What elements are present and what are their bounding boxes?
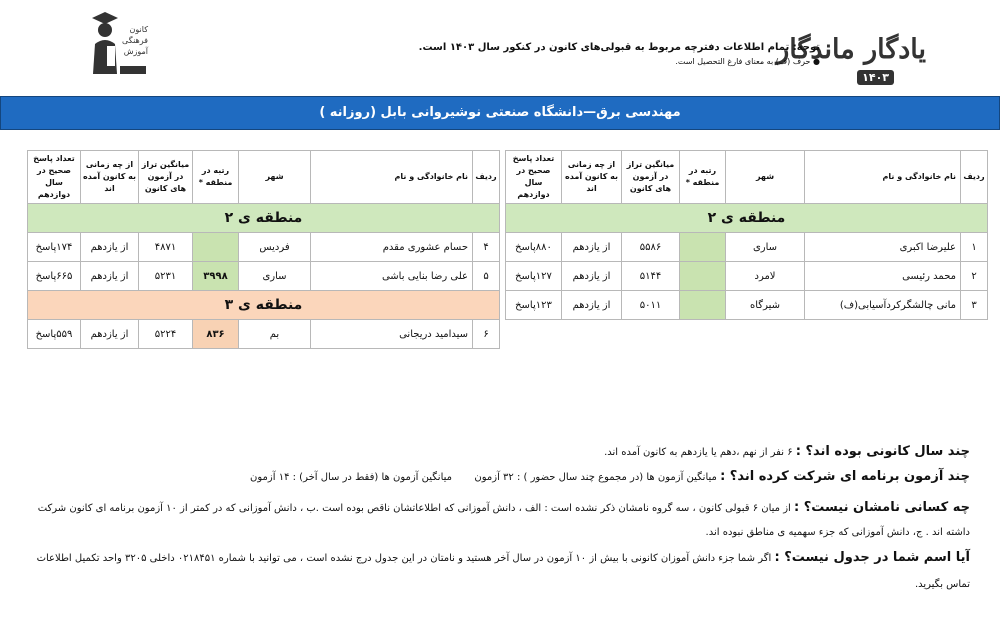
info-years — [30, 443, 970, 462]
notice-subtext: ● حرف (ف) به معنای فارغ التحصیل است. — [675, 57, 820, 66]
col-answers: تعداد پاسخ صحیح در سال دوازدهم — [28, 151, 81, 204]
title-banner — [0, 96, 1000, 130]
table-row — [28, 233, 500, 262]
col-rank: رتبه در منطقه * — [680, 151, 726, 204]
info-exams — [30, 468, 970, 487]
cell-row: ۶ — [473, 320, 500, 349]
cell-row: ۱ — [961, 233, 988, 262]
cell-avg: ۵۲۳۱ — [139, 262, 193, 291]
table-header — [28, 151, 500, 204]
region-row — [28, 204, 500, 233]
kanoon-logo — [90, 6, 148, 74]
cell-rank: ۸۳۶ — [193, 320, 239, 349]
cell-city: فردیس — [239, 233, 311, 262]
col-rank: رتبه در منطقه * — [193, 151, 239, 204]
col-city: شهر — [726, 151, 805, 204]
table-row — [28, 262, 500, 291]
cell-since: از یازدهم — [81, 262, 139, 291]
info-missing — [30, 497, 970, 545]
cell-avg: ۵۰۱۱ — [622, 291, 680, 320]
banner-title: مهندسی برق—دانشگاه صنعتی نوشیروانی بابل (روزانه ) — [319, 105, 681, 120]
cell-rank — [680, 233, 726, 262]
answer-exams-last: میانگین آزمون ها (فقط در سال آخر) : ۱۴ آزمون — [250, 472, 452, 483]
col-city: شهر — [239, 151, 311, 204]
table-row — [506, 262, 988, 291]
region-row — [506, 204, 988, 233]
brand-logo — [776, 34, 932, 90]
question-missing: چه کسانی نامشان نیست؟ : — [794, 500, 970, 515]
table-row — [28, 320, 500, 349]
cell-since: از یازدهم — [81, 233, 139, 262]
cell-row: ۵ — [473, 262, 500, 291]
results-table-left — [27, 150, 500, 349]
cell-row: ۳ — [961, 291, 988, 320]
cell-answers: ۱۲۳پاسخ — [506, 291, 562, 320]
question-contact: آیا اسم شما در جدول نیست؟ : — [774, 550, 970, 565]
table-header — [506, 151, 988, 204]
cell-answers: ۱۷۴پاسخ — [28, 233, 81, 262]
answer-contact: اگر شما جزء دانش آموزان کانونی با بیش از ۱۰ آزمون در سال آخر هستید و نامتان در این جدول درج نشده است ، می توانید با شماره ۰۲۱۸۴۵۱ داخلی ۳۲۰۵ واحد تکمیل اطلاعات تماس بگیرید. — [36, 553, 970, 590]
brand-year: ۱۴۰۳ — [857, 70, 894, 85]
col-name: نام خانوادگی و نام — [311, 151, 473, 204]
region-label: منطقه ی ۲ — [506, 204, 988, 233]
cell-rank — [680, 262, 726, 291]
cell-name: علی رضا بنایی باشی — [311, 262, 473, 291]
col-answers: تعداد پاسخ صحیح در سال دوازدهم — [506, 151, 562, 204]
col-avg: میانگین تراز در آزمون های کانون — [139, 151, 193, 204]
info-contact — [30, 546, 970, 598]
cell-avg: ۴۸۷۱ — [139, 233, 193, 262]
col-since: از چه زمانی به کانون آمده اند — [562, 151, 622, 204]
cell-city: بم — [239, 320, 311, 349]
cell-avg: ۵۲۲۴ — [139, 320, 193, 349]
cell-since: از یازدهم — [562, 233, 622, 262]
cell-city: شیرگاه — [726, 291, 805, 320]
cell-name: علیرضا اکبری — [805, 233, 961, 262]
cell-name: حسام عشوری مقدم — [311, 233, 473, 262]
graduate-icon — [90, 6, 120, 74]
table-row — [506, 291, 988, 320]
cell-name: سیدامید دریجانی — [311, 320, 473, 349]
brand-title: یادگار ماندگار — [776, 34, 926, 65]
col-row: ردیف — [961, 151, 988, 204]
region-row — [28, 291, 500, 320]
cell-row: ۲ — [961, 262, 988, 291]
col-row: ردیف — [473, 151, 500, 204]
notice-text: توجه: تمام اطلاعات دفترچه مربوط به قبولی‌های کانون در کنکور سال ۱۴۰۳ است. — [418, 42, 820, 53]
cell-avg: ۵۱۴۴ — [622, 262, 680, 291]
cell-name: مانی چالشگرکردآسیابی(ف) — [805, 291, 961, 320]
col-avg: میانگین تراز در آزمون های کانون — [622, 151, 680, 204]
cell-rank: ۳۹۹۸ — [193, 262, 239, 291]
cell-city: لامرد — [726, 262, 805, 291]
cell-rank — [193, 233, 239, 262]
cell-city: ساری — [726, 233, 805, 262]
cell-row: ۴ — [473, 233, 500, 262]
table-row — [506, 233, 988, 262]
answer-years: ۶ نفر از نهم ،دهم یا یازدهم به کانون آمده اند. — [604, 447, 793, 458]
region-label: منطقه ی ۳ — [28, 291, 500, 320]
logo-text: کانون فرهنگی آموزش — [122, 25, 148, 56]
cell-since: از یازدهم — [562, 262, 622, 291]
logo-bar — [120, 66, 146, 74]
question-years: چند سال کانونی بوده اند؟ : — [795, 444, 970, 459]
answer-exams-total: میانگین آزمون ها (در مجموع چند سال حضور ) : ۳۲ آزمون — [474, 472, 717, 483]
cell-answers: ۸۸۰پاسخ — [506, 233, 562, 262]
col-name: نام خانوادگی و نام — [805, 151, 961, 204]
results-table-right — [505, 150, 988, 320]
cell-avg: ۵۵۸۶ — [622, 233, 680, 262]
cell-answers: ۱۲۷پاسخ — [506, 262, 562, 291]
cell-city: ساری — [239, 262, 311, 291]
col-since: از چه زمانی به کانون آمده اند — [81, 151, 139, 204]
cell-name: محمد رئیسی — [805, 262, 961, 291]
cell-answers: ۶۶۵پاسخ — [28, 262, 81, 291]
cell-answers: ۵۵۹پاسخ — [28, 320, 81, 349]
region-label: منطقه ی ۲ — [28, 204, 500, 233]
question-exams: چند آزمون برنامه ای شرکت کرده اند؟ : — [720, 469, 970, 484]
cell-since: از یازدهم — [562, 291, 622, 320]
answer-missing: از میان ۶ قبولی کانون ، سه گروه نامشان ذکر نشده است : الف ، دانش آموزانی که اطلاعاتشان ناقص بوده است .ب ، دانش آموزانی که در کمتر از ۱۰ آزمون برنامه ای کانون شرکت داشته اند . ج، دانش آموزانی که جزء سهمیه ی مناطق نبوده اند. — [37, 503, 970, 538]
cell-since: از یازدهم — [81, 320, 139, 349]
cell-rank — [680, 291, 726, 320]
